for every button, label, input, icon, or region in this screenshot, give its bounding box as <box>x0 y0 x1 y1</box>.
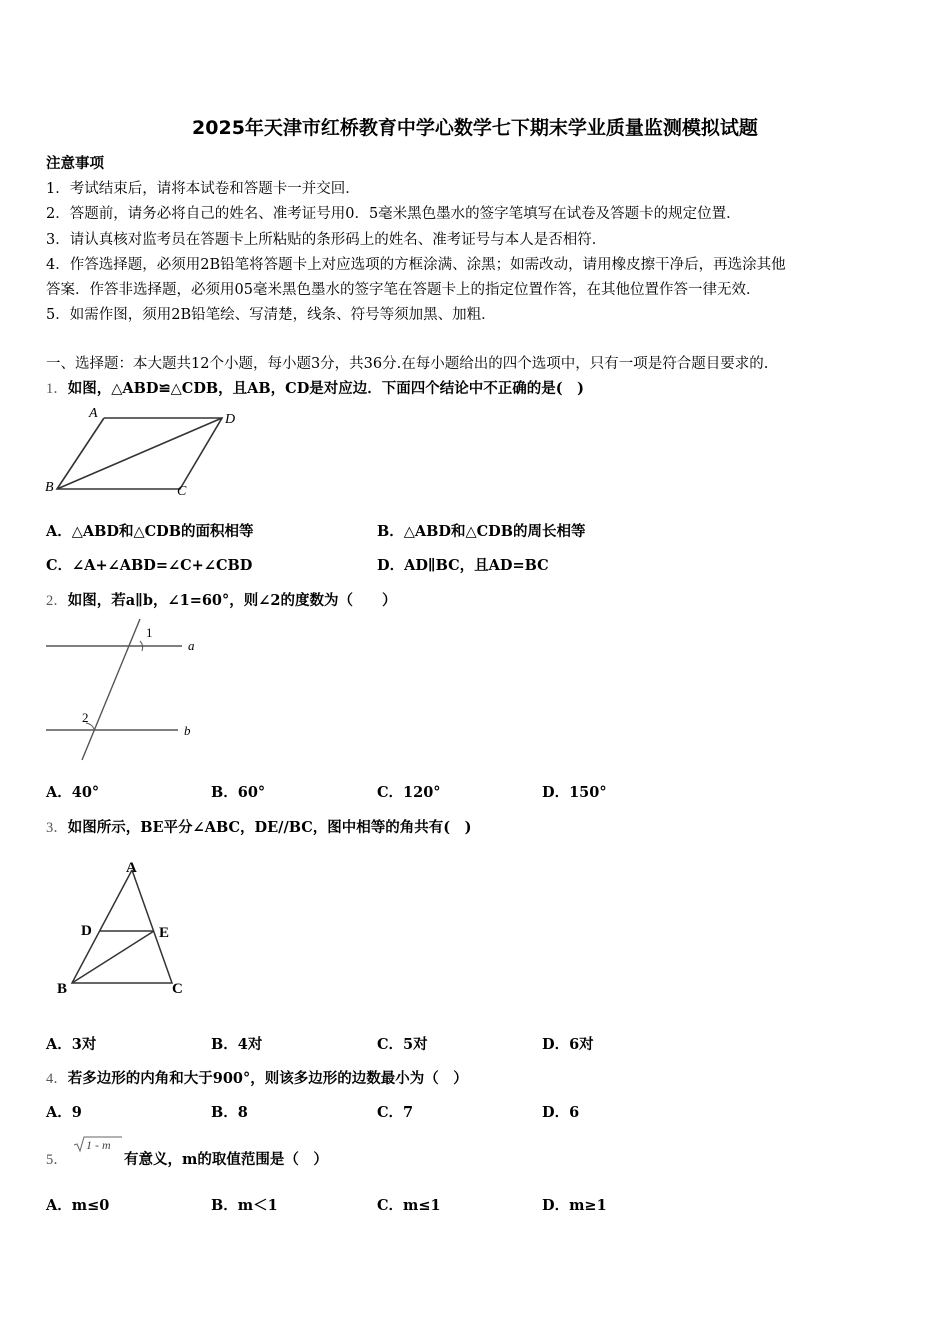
option-b[interactable]: B．8 <box>211 1104 248 1121</box>
option-b[interactable]: B．△ABD和△CDB的周长相等 <box>377 523 586 540</box>
diagonal-bd <box>57 418 222 489</box>
question-number: 1． <box>46 381 68 397</box>
option-c[interactable]: C．m≤1 <box>377 1197 441 1214</box>
vertex-a-label: A <box>89 406 98 421</box>
question-4 <box>46 1067 468 1088</box>
vertex-c-label: C <box>172 981 183 997</box>
vertex-b-label: B <box>57 981 68 997</box>
vertex-d-label: D <box>225 412 236 427</box>
notice-item: 4．作答选择题，必须用2B铅笔将答题卡上对应选项的方框涂满、涂黑；如需改动，请用橡皮擦干净后，再选涂其他 <box>46 257 786 273</box>
question-number: 4． <box>46 1071 68 1087</box>
option-b[interactable]: B．4对 <box>211 1036 263 1053</box>
option-a[interactable]: A．△ABD和△CDB的面积相等 <box>46 523 254 540</box>
parallel-lines-figure <box>42 615 207 763</box>
option-a[interactable]: A．m≤0 <box>46 1197 110 1214</box>
page-title: 2025年天津市红桥教育中学心数学七下期末学业质量监测模拟试题 <box>192 117 758 139</box>
option-d[interactable]: D．6 <box>542 1104 580 1121</box>
vertex-a-label: A <box>126 860 137 876</box>
question-text: 有意义，m的取值范围是（ ） <box>124 1151 328 1168</box>
question-3 <box>46 816 472 837</box>
question-text: 如图，若a∥b，∠1=60°，则∠2的度数为（ ） <box>67 592 397 609</box>
option-a[interactable]: A．9 <box>46 1104 82 1121</box>
vertex-d-label: D <box>81 923 92 939</box>
option-b[interactable]: B．m＜1 <box>211 1197 278 1214</box>
option-d[interactable]: D．AD∥BC，且AD=BC <box>377 557 549 574</box>
vertex-b-label: B <box>45 480 54 495</box>
section-heading: 一、选择题：本大题共12个小题，每小题3分，共36分.在每小题给出的四个选项中，只有一项是符合题目要求的. <box>46 356 769 372</box>
question-1 <box>46 377 584 398</box>
option-c[interactable]: C．∠A+∠ABD=∠C+∠CBD <box>46 557 253 574</box>
option-c[interactable]: C．7 <box>377 1104 414 1121</box>
question-number: 5． <box>46 1152 68 1168</box>
question-2 <box>46 589 397 610</box>
question-text: 如图，△ABD≌△CDB，且AB，CD是对应边．下面四个结论中不正确的是( ) <box>67 380 584 397</box>
notice-item: 答案．作答非选择题，必须用05毫米黑色墨水的签字笔在答题卡上的指定位置作答，在其他位置作答一律无效． <box>46 282 761 298</box>
option-a[interactable]: A．3对 <box>46 1036 97 1053</box>
notice-item: 2．答题前，请务必将自己的姓名、准考证号用0．5毫米黑色墨水的签字笔填写在试卷及答题卡的规定位置． <box>46 206 741 222</box>
triangle-figure <box>50 850 200 1005</box>
notice-heading: 注意事项 <box>46 155 104 172</box>
question-number: 3． <box>46 820 68 836</box>
vertex-c-label: C <box>177 484 187 499</box>
notice-item: 5．如需作图，须用2B铅笔绘、写清楚，线条、符号等须加黑、加粗． <box>46 307 496 323</box>
question-text: 若多边形的内角和大于900°，则该多边形的边数最小为（ ） <box>67 1070 468 1087</box>
question-number: 2． <box>46 593 68 609</box>
option-d[interactable]: D．150° <box>542 784 607 801</box>
vertex-e-label: E <box>159 925 170 941</box>
line-b-label: b <box>184 723 191 738</box>
notice-item: 1．考试结束后，请将本试卷和答题卡一并交回． <box>46 181 360 197</box>
sqrt-expression <box>72 1134 124 1156</box>
line-a-label: a <box>188 638 195 653</box>
question-text: 如图所示，BE平分∠ABC，DE//BC，图中相等的角共有( ) <box>67 819 472 836</box>
notice-item: 3．请认真核对监考员在答题卡上所粘贴的条形码上的姓名、准考证号与本人是否相符． <box>46 232 607 248</box>
question-5-number <box>46 1148 68 1169</box>
angle-1-label: 1 <box>146 625 153 640</box>
parallelogram-figure <box>42 403 242 503</box>
option-a[interactable]: A．40° <box>46 784 100 801</box>
option-c[interactable]: C．120° <box>377 784 441 801</box>
option-c[interactable]: C．5对 <box>377 1036 428 1053</box>
angle-2-label: 2 <box>82 710 89 725</box>
option-d[interactable]: D．6对 <box>542 1036 594 1053</box>
option-d[interactable]: D．m≥1 <box>542 1197 607 1214</box>
option-b[interactable]: B．60° <box>211 784 266 801</box>
radicand: 1 - m <box>86 1138 111 1152</box>
transversal <box>82 619 140 760</box>
